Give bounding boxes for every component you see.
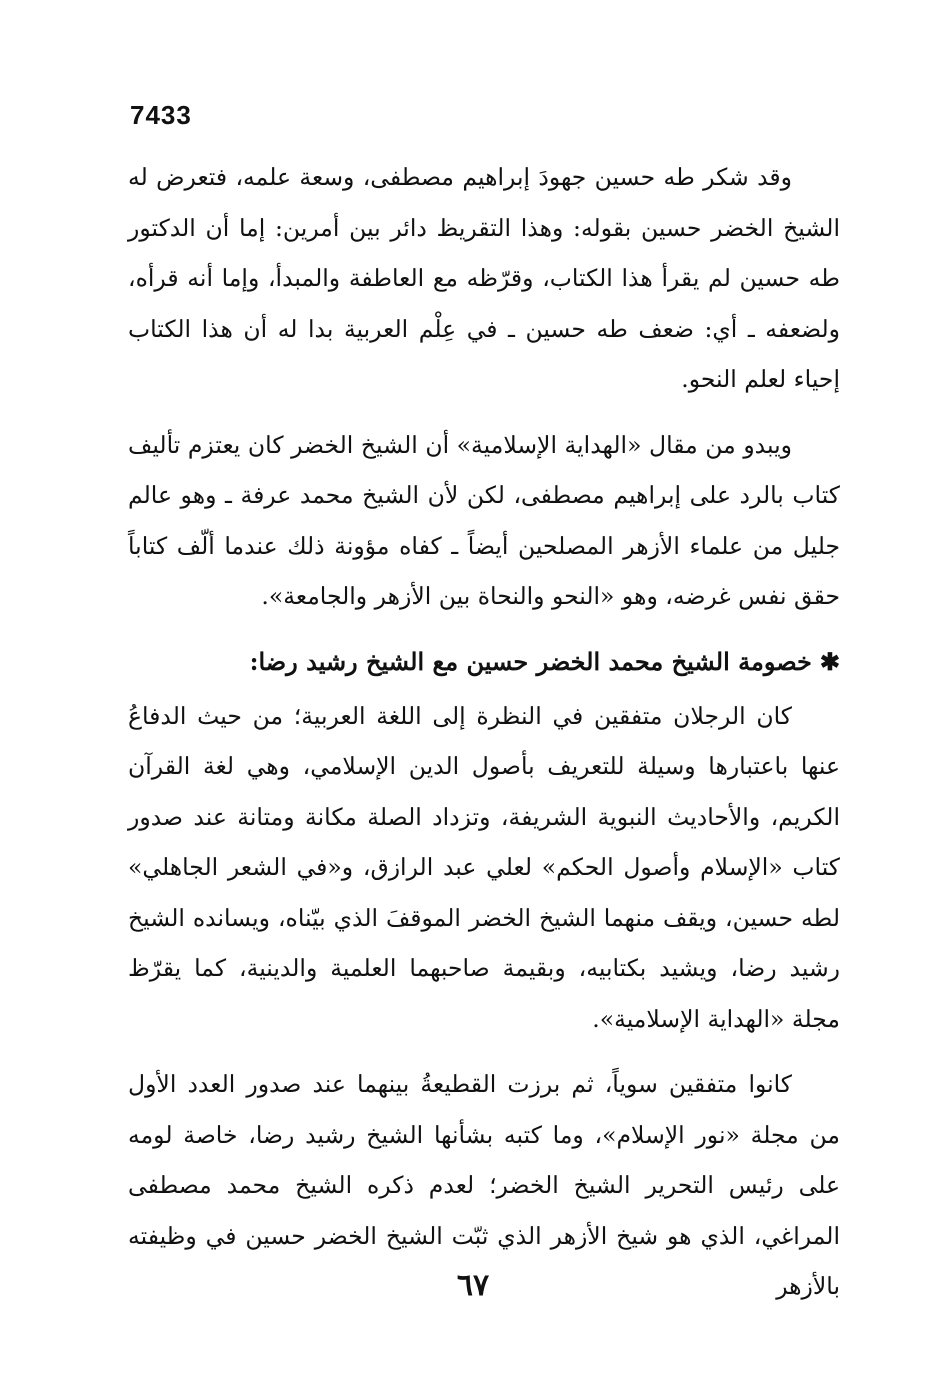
paragraph-3: كان الرجلان متفقين في النظرة إلى اللغة العربية؛ من حيث الدفاعُ عنها باعتبارها وسيلة للتعريف بأصول الدين الإسلامي، وهي لغة القرآن الكريم، والأحاديث النبوية الشريفة، وتزداد الصلة مكانة ومتانة عند صدور كتاب «الإسلام وأصول الحكم» لعلي عبد الرازق، و«في الشعر الجاهلي» لطه حسين، ويقف منهما الشيخ الخضر الموقفَ الذي بيّناه، ويسانده الشيخ رشيد رضا، ويشيد بكتابيه، وبقيمة صاحبهما العلمية والدينية، كما يقرّظ مجلة «الهداية الإسلامية». — [128, 701, 840, 1033]
page-code: 7433 — [130, 100, 192, 130]
page-body — [128, 152, 840, 1327]
section-heading — [128, 637, 840, 687]
paragraph-1: وقد شكر طه حسين جهودَ إبراهيم مصطفى، وسعة علمه، فتعرض له الشيخ الخضر حسين بقوله: وهذا التقريظ دائر بين أمرين: إما أن الدكتور طه حسين لم يقرأ هذا الكتاب، وقرّظه مع العاطفة والمبدأ، وإما أنه قرأه، ولضعفه ـ أي: ضعف طه حسين ـ في عِلْم العربية بدا له أن هذا الكتاب إحياء لعلم النحو. — [128, 163, 840, 393]
page-number: ٦٧ — [456, 1268, 490, 1303]
section-heading-text: خصومة الشيخ محمد الخضر حسين مع الشيخ رشيد رضا: — [249, 646, 812, 676]
paragraph-2: ويبدو من مقال «الهداية الإسلامية» أن الشيخ الخضر كان يعتزم تأليف كتاب بالرد على إبراهيم مصطفى، لكن لأن الشيخ محمد عرفة ـ وهو عالم جليل من علماء الأزهر المصلحين أيضاً ـ كفاه مؤونة ذلك عندما ألّف كتاباً حقق نفس غرضه، وهو «النحو والنحاة بين الأزهر والجامعة». — [128, 430, 840, 610]
asterisk-icon: ✱ — [819, 646, 840, 676]
paragraph-4: كانوا متفقين سوياً، ثم برزت القطيعةُ بينهما عند صدور العدد الأول من مجلة «نور الإسلام»، وما كتبه بشأنها الشيخ رشيد رضا، خاصة لومه على رئيس التحرير الشيخ الخضر؛ لعدم ذكره الشيخ محمد مصطفى المراغي، الذي هو شيخ الأزهر الذي ثبّت الشيخ الخضر حسين في وظيفته بالأزهر — [128, 1070, 840, 1300]
